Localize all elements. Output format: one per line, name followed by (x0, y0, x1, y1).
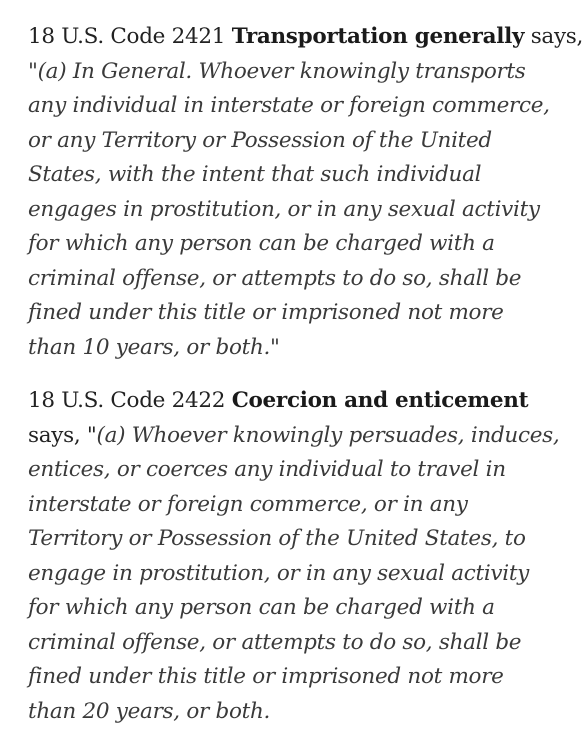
quote-line: engage in prostitution, or in any sexual activity (28, 560, 530, 586)
quote-line: than 10 years, or both." (28, 334, 280, 360)
says-text: says, (530, 24, 583, 49)
quote-line: engages in prostitution, or in any sexual activity (28, 196, 540, 222)
says-text: says, " (28, 422, 97, 448)
code-reference: 18 U.S. Code 2422 (28, 388, 226, 413)
quote-line: interstate or foreign commerce, or in any (28, 491, 468, 517)
quote-line: any individual in interstate or foreign commerce, (28, 93, 550, 118)
quote-line: Territory or Possession of the United States, to (28, 526, 526, 551)
code-reference: 18 U.S. Code 2421 (28, 24, 226, 49)
quote-line: fined under this title or imprisoned not more (28, 300, 504, 325)
quote-line: for which any person can be charged with a (28, 595, 495, 620)
quote-line: fined under this title or imprisoned not more (28, 664, 504, 689)
quote-line: criminal offense, or attempts to do so, shall be (28, 629, 522, 655)
quote-line: States, with the intent that such individual (28, 162, 482, 187)
paragraph-2422-line-2 (28, 419, 560, 454)
quote-line: criminal offense, or attempts to do so, shall be (28, 265, 522, 291)
paragraph-2422-line-1 (28, 384, 535, 419)
paragraph-2422 (28, 384, 560, 729)
quote-line: or any Territory or Possession of the United (28, 127, 492, 153)
section-heading: Coercion and enticement (231, 388, 529, 413)
quote-line: "(a) In General. Whoever knowingly transports (28, 58, 526, 84)
quote-line: than 20 years, or both. (28, 698, 271, 724)
quote-line: (a) Whoever knowingly persuades, induces, (96, 422, 560, 448)
paragraph-2421-line-1 (28, 20, 583, 55)
quote-line: for which any person can be charged with a (28, 231, 495, 256)
paragraph-2421 (28, 20, 583, 365)
section-heading: Transportation generally (231, 24, 525, 49)
quote-line: entices, or coerces any individual to travel in (28, 457, 506, 482)
